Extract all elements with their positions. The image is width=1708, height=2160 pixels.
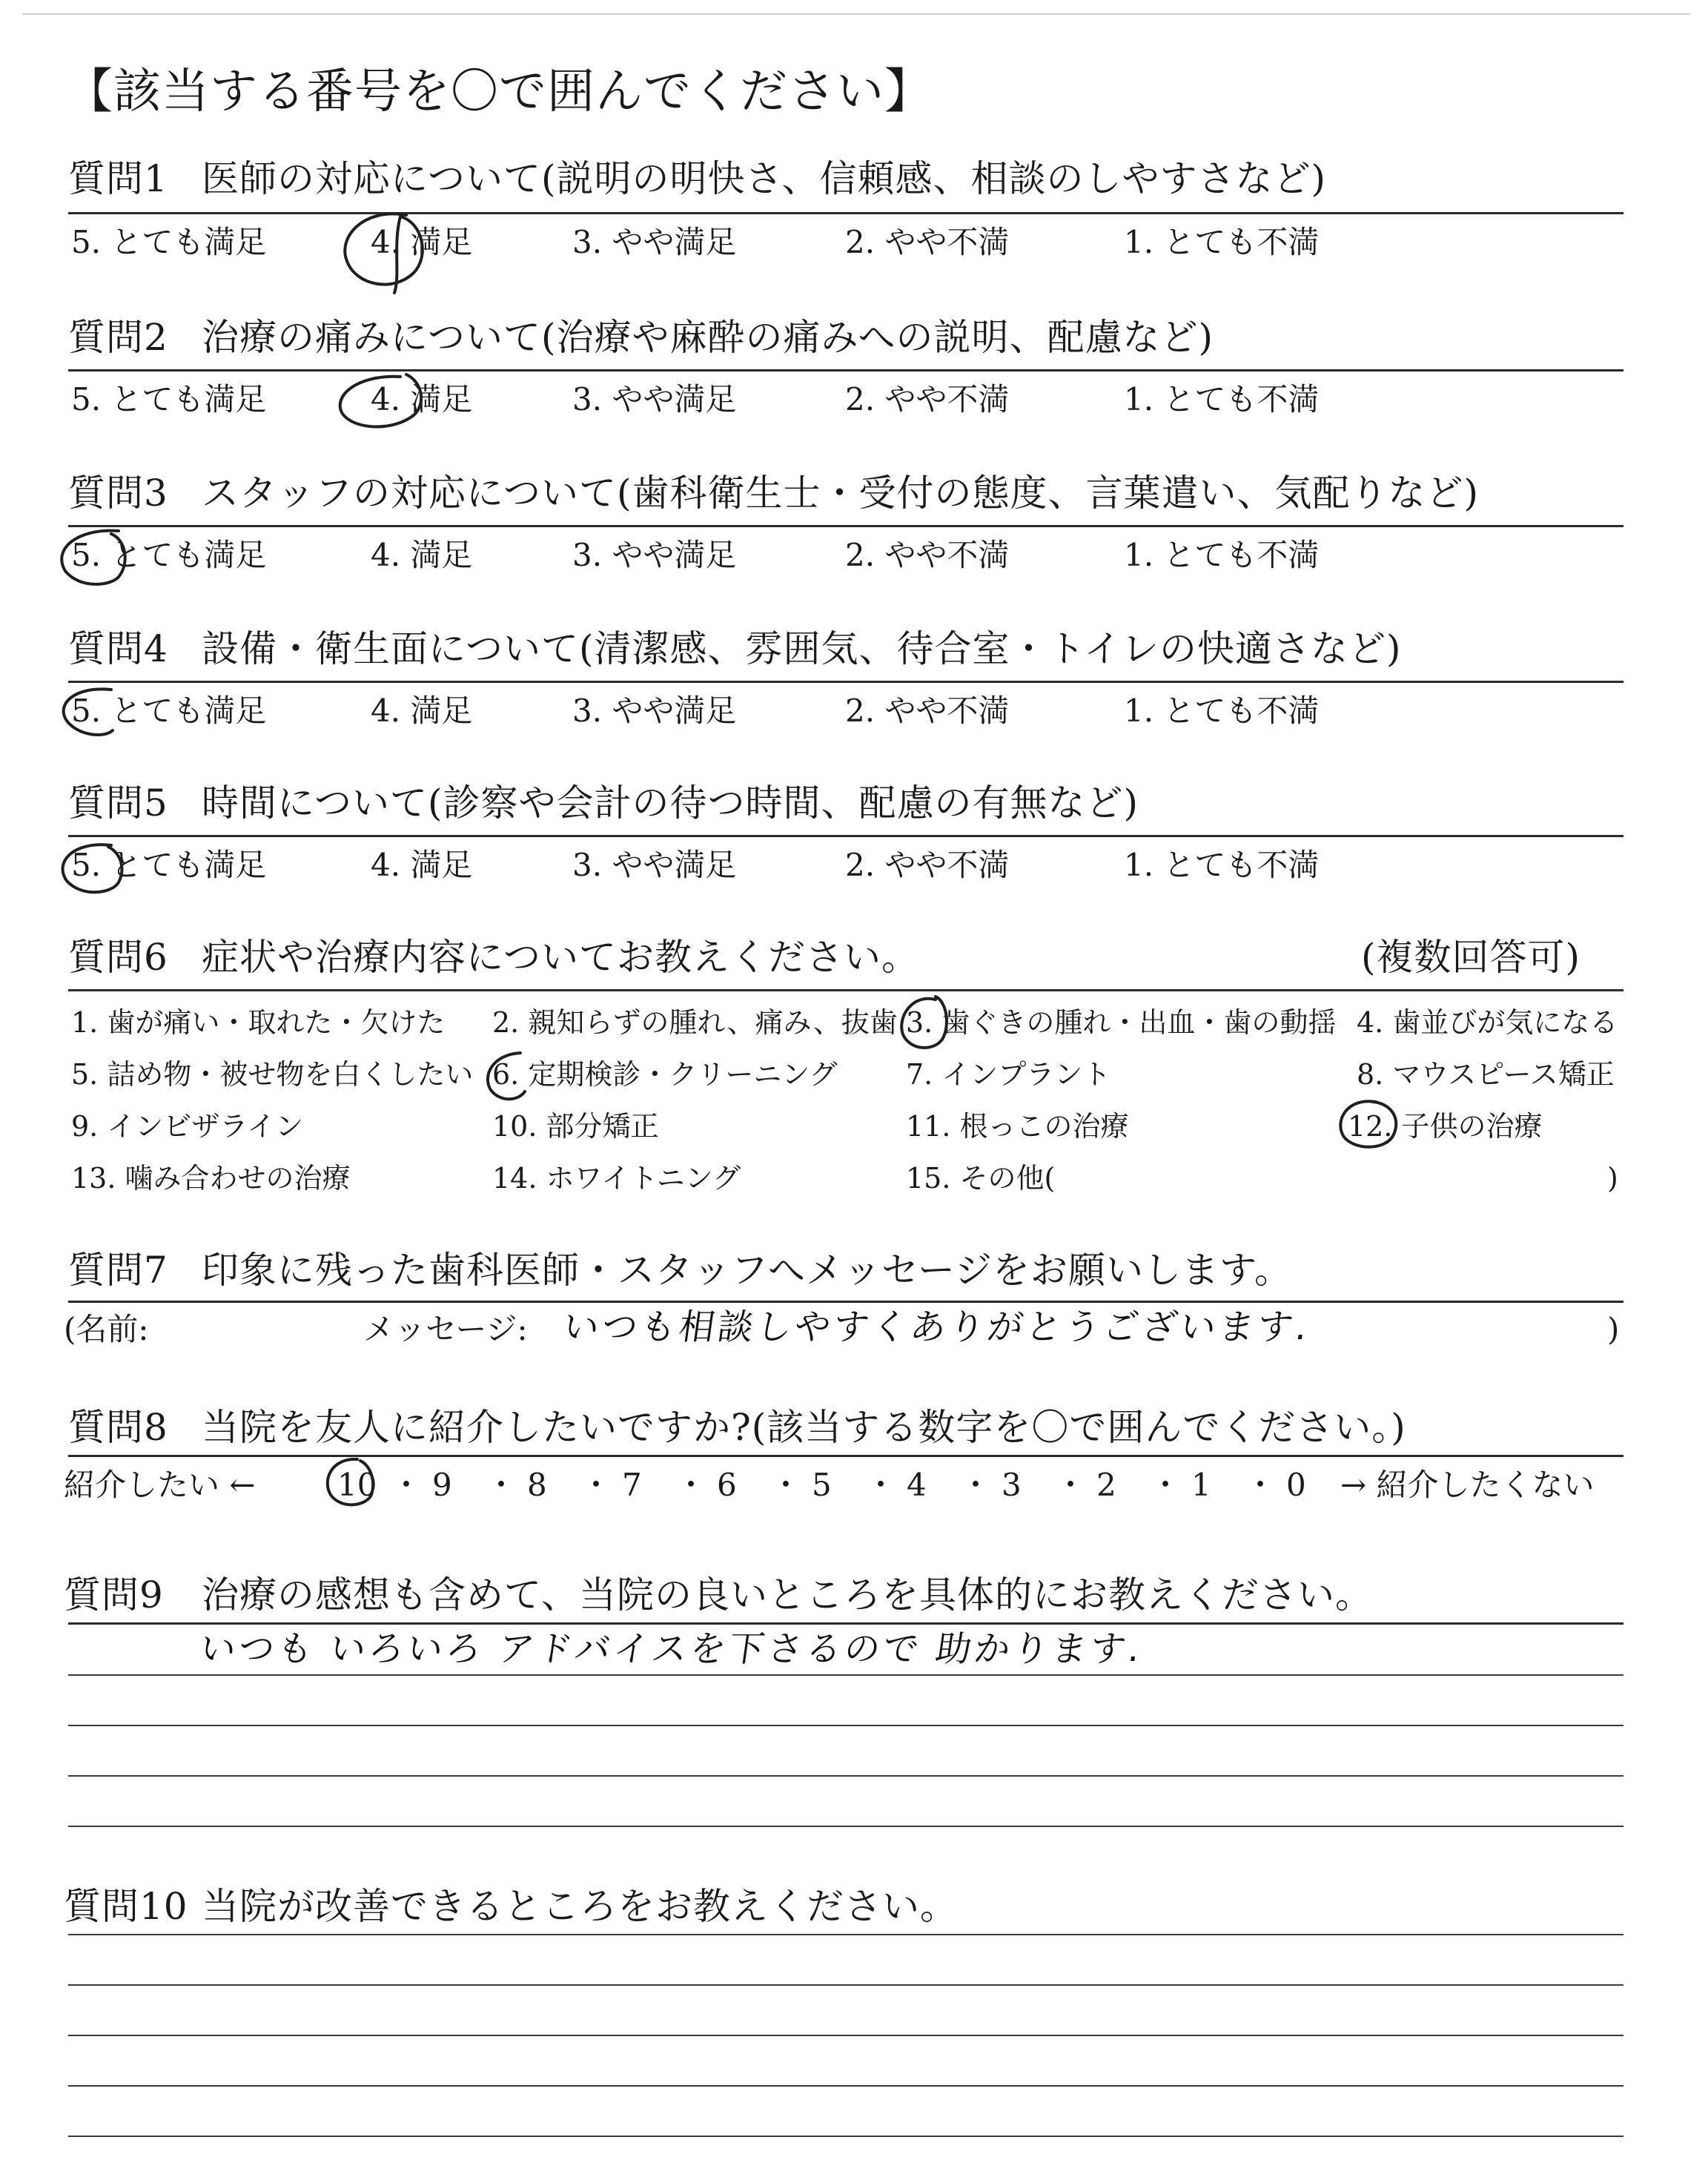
q8-scale-separator: ・ <box>486 1467 517 1503</box>
q9-line-3 <box>68 1775 1623 1777</box>
q10-line-3 <box>68 2035 1623 2036</box>
q10-line-4 <box>68 2085 1623 2087</box>
top-border <box>22 13 1690 15</box>
q5-option-5[interactable]: 5. とても満足 <box>71 847 267 883</box>
q7-text: 印象に残った歯科医師・スタッフへメッセージをお願いします。 <box>202 1249 1292 1292</box>
q8-label: 質問8 <box>68 1406 168 1449</box>
q8-scale-8[interactable]: 8 <box>527 1467 547 1503</box>
q5-option-2[interactable]: 2. やや不満 <box>845 847 1010 883</box>
q8-scale-separator: ・ <box>960 1467 992 1503</box>
q1-rule <box>68 212 1623 214</box>
q2-rule <box>68 369 1623 371</box>
q6-note: (複数回答可) <box>1361 936 1581 979</box>
q7-label: 質問7 <box>68 1249 168 1292</box>
q8-scale-7[interactable]: 7 <box>622 1467 642 1503</box>
q6-option-3[interactable]: 3. 歯ぐきの腫れ・出血・歯の動揺 <box>906 1006 1337 1039</box>
q3-option-1[interactable]: 1. とても不満 <box>1124 537 1320 573</box>
q8-scale-4[interactable]: 4 <box>907 1467 927 1503</box>
q9-line-2 <box>68 1725 1623 1726</box>
q3-text: スタッフの対応について(歯科衛生士・受付の態度、言葉遣い、気配りなど) <box>202 472 1480 515</box>
q4-option-1[interactable]: 1. とても不満 <box>1124 693 1320 729</box>
q6-text: 症状や治療内容についてお教えください。 <box>202 936 919 979</box>
q6-label: 質問6 <box>68 936 168 979</box>
q10-text: 当院が改善できるところをお教えください。 <box>202 1885 958 1928</box>
q6-option-9[interactable]: 9. インビザライン <box>71 1110 304 1143</box>
q2-option-1[interactable]: 1. とても不満 <box>1124 381 1320 417</box>
q9-answer-handwritten[interactable]: いつも いろいろ アドバイスを下さるので 助かります. <box>197 1628 1146 1670</box>
q7-message-label: メッセージ: <box>363 1311 528 1347</box>
q6-option-15[interactable]: 15. その他( <box>906 1162 1056 1195</box>
q4-label: 質問4 <box>68 627 168 670</box>
q9-text: 治療の感想も含めて、当院の良いところを具体的にお教えください。 <box>202 1573 1373 1616</box>
q10-label: 質問10 <box>64 1885 188 1928</box>
q2-label: 質問2 <box>68 316 168 359</box>
q1-option-4[interactable]: 4. 満足 <box>371 224 473 260</box>
q6-option-2[interactable]: 2. 親知らずの腫れ、痛み、抜歯 <box>492 1006 898 1039</box>
q6-option-13[interactable]: 13. 噛み合わせの治療 <box>71 1162 351 1195</box>
q5-rule <box>68 835 1623 837</box>
q6-option-15-close: ) <box>1607 1162 1618 1195</box>
q10-line-1 <box>68 1934 1623 1935</box>
q8-scale-separator: ・ <box>1055 1467 1087 1503</box>
q7-close: ) <box>1607 1311 1620 1347</box>
sheet-heading: 【該当する番号を〇で囲んでください】 <box>65 65 933 119</box>
q3-option-3[interactable]: 3. やや満足 <box>572 537 737 573</box>
q8-scale-5[interactable]: 5 <box>812 1467 832 1503</box>
q4-option-4[interactable]: 4. 満足 <box>371 693 473 729</box>
q7-message-handwritten[interactable]: いつも相談しやすくありがとうございます. <box>560 1307 1314 1348</box>
q4-text: 設備・衛生面について(清潔感、雰囲気、待合室・トイレの快適さなど) <box>202 627 1402 670</box>
q6-option-1[interactable]: 1. 歯が痛い・取れた・欠けた <box>71 1006 446 1039</box>
q6-option-4[interactable]: 4. 歯並びが気になる <box>1357 1006 1618 1039</box>
q6-option-14[interactable]: 14. ホワイトニング <box>492 1162 741 1195</box>
q8-scale-separator: ・ <box>1245 1467 1277 1503</box>
q3-option-4[interactable]: 4. 満足 <box>371 537 473 573</box>
q3-option-5[interactable]: 5. とても満足 <box>71 537 267 573</box>
q8-left-label: 紹介したい ← <box>64 1467 256 1503</box>
q1-text: 医師の対応について(説明の明快さ、信頼感、相談のしやすさなど) <box>202 157 1327 200</box>
q8-scale-2[interactable]: 2 <box>1096 1467 1116 1503</box>
q6-option-12[interactable]: 12. 子供の治療 <box>1348 1110 1543 1143</box>
q6-option-11[interactable]: 11. 根っこの治療 <box>906 1110 1129 1143</box>
q9-line-1 <box>68 1674 1623 1676</box>
q2-text: 治療の痛みについて(治療や麻酔の痛みへの説明、配慮など) <box>202 316 1214 359</box>
q1-label: 質問1 <box>68 157 168 200</box>
q8-scale-3[interactable]: 3 <box>1002 1467 1022 1503</box>
q8-scale-separator: ・ <box>865 1467 897 1503</box>
q5-text: 時間について(診察や会計の待つ時間、配慮の有無など) <box>202 782 1139 825</box>
q1-option-2[interactable]: 2. やや不満 <box>845 224 1010 260</box>
q5-option-1[interactable]: 1. とても不満 <box>1124 847 1320 883</box>
q8-scale-9[interactable]: 9 <box>432 1467 452 1503</box>
q8-scale-1[interactable]: 1 <box>1191 1467 1211 1503</box>
q4-option-2[interactable]: 2. やや不満 <box>845 693 1010 729</box>
q6-rule <box>68 989 1623 991</box>
q9-rule <box>68 1622 1623 1625</box>
q8-scale-separator: ・ <box>1150 1467 1182 1503</box>
q10-line-2 <box>68 1984 1623 1986</box>
q6-option-7[interactable]: 7. インプラント <box>906 1058 1111 1091</box>
q5-label: 質問5 <box>68 782 168 825</box>
q8-scale-0[interactable]: 0 <box>1286 1467 1306 1503</box>
q4-option-5[interactable]: 5. とても満足 <box>71 693 267 729</box>
q3-label: 質問3 <box>68 472 168 515</box>
q9-line-4 <box>68 1826 1623 1827</box>
q3-option-2[interactable]: 2. やや不満 <box>845 537 1010 573</box>
q2-option-2[interactable]: 2. やや不満 <box>845 381 1010 417</box>
q5-option-4[interactable]: 4. 満足 <box>371 847 473 883</box>
q1-option-5[interactable]: 5. とても満足 <box>71 224 267 260</box>
q3-rule <box>68 525 1623 527</box>
q8-rule <box>68 1455 1623 1457</box>
q8-scale-separator: ・ <box>580 1467 612 1503</box>
q7-name-label: (名前: <box>64 1311 149 1347</box>
q8-scale-separator: ・ <box>675 1467 707 1503</box>
q8-scale-6[interactable]: 6 <box>717 1467 737 1503</box>
q8-text: 当院を友人に紹介したいですか?(該当する数字を〇で囲んでください。) <box>202 1406 1406 1449</box>
q1-option-1[interactable]: 1. とても不満 <box>1124 224 1320 260</box>
q6-option-8[interactable]: 8. マウスピース矯正 <box>1357 1058 1615 1091</box>
q4-rule <box>68 681 1623 683</box>
q5-option-3[interactable]: 3. やや満足 <box>572 847 737 883</box>
q10-line-5 <box>68 2136 1623 2137</box>
q2-option-3[interactable]: 3. やや満足 <box>572 381 737 417</box>
q4-option-3[interactable]: 3. やや満足 <box>572 693 737 729</box>
q9-label: 質問9 <box>64 1573 164 1616</box>
q2-option-4[interactable]: 4. 満足 <box>371 381 473 417</box>
q2-option-5[interactable]: 5. とても満足 <box>71 381 267 417</box>
q8-scale-separator: ・ <box>391 1467 423 1503</box>
q8-scale-10[interactable]: 10 <box>337 1467 377 1503</box>
q6-option-5[interactable]: 5. 詰め物・被せ物を白くしたい <box>71 1058 474 1091</box>
q7-rule <box>68 1301 1623 1303</box>
q1-option-3[interactable]: 3. やや満足 <box>572 224 737 260</box>
q8-scale-separator: ・ <box>770 1467 802 1503</box>
q6-option-6[interactable]: 6. 定期検診・クリーニング <box>492 1058 838 1091</box>
q6-option-10[interactable]: 10. 部分矯正 <box>492 1110 659 1143</box>
q8-right-label: → 紹介したくない <box>1340 1467 1595 1503</box>
